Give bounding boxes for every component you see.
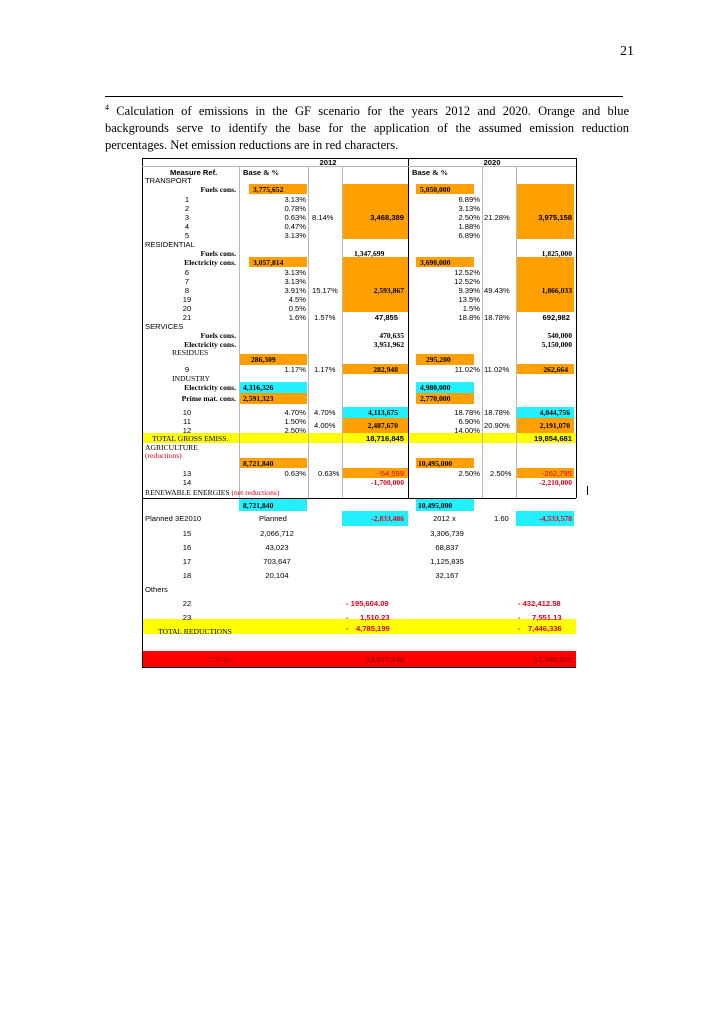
transport-ref-4: 4 [184, 222, 190, 231]
industry-prime-label: Prime mat. cons. [181, 394, 236, 403]
residues-total-pct-2012: 1.17% [314, 365, 336, 374]
residential-base-2020: 3,690,000 [420, 258, 451, 267]
transport-ref-3: 3 [184, 213, 190, 222]
residential-fuels-2020: 1,825,000 [541, 249, 572, 258]
page-number: 21 [620, 44, 634, 59]
renewable-sublabel: (net reductions) [231, 488, 280, 497]
footnote-text: Calculation of emissions in the GF scenario for the years 2012 and 2020. Orange and blue backgrounds serve to identify the base for the application of the assumed emission reduction percentages. Net emission reductions are in red characters. [105, 104, 630, 152]
residential-total-pct-2020: 49.43% [484, 286, 510, 295]
footnote [105, 103, 629, 154]
others-2012-23: 1,510.23 [360, 613, 390, 622]
agriculture-total-2012-13: -54,599 [378, 469, 404, 478]
transport-pct2020-4: 1.88% [458, 222, 480, 231]
residential-pct2020-7: 12.52% [454, 277, 480, 286]
residential-total-pct-2012: 15.17% [312, 286, 338, 295]
agriculture-pct2012-13: 0.63% [284, 469, 306, 478]
industry-ref-10: 10 [182, 408, 192, 417]
residential-pct2012-19: 4.5% [288, 295, 306, 304]
total-gross-2012: 18,716,845 [365, 434, 404, 443]
transport-total-pct-2020: 21.28% [484, 213, 510, 222]
base-header-2012 [243, 168, 279, 177]
planned-2020-16: 68,837 [435, 543, 459, 552]
planned-2012-16: 43,023 [265, 543, 289, 552]
total-reductions-2012: 4,785,199 [356, 624, 390, 633]
residues-ref-9: 9 [184, 365, 190, 374]
industry-pct2012-12: 2.50% [284, 426, 306, 435]
residential-ref-8: 8 [184, 286, 190, 295]
residential-row21-pct-2020: 18.78% [484, 313, 510, 322]
others-2020-23-sign: - [518, 613, 521, 622]
agriculture-sublabel: (reductions) [145, 451, 182, 460]
residential-base-2012: 3,057,814 [253, 258, 284, 267]
residues-total-2012: 282,948 [373, 365, 398, 374]
residues-base-2012: 286,309 [251, 355, 276, 364]
transport-ref-1: 1 [184, 195, 190, 204]
residential-pct2012-21: 1.6% [288, 313, 306, 322]
residential-row21-2012: 47,855 [374, 313, 398, 322]
others-ref-22: 22 [182, 599, 192, 608]
others-2020-22: - 432,412.58 [518, 599, 561, 608]
renewable-base-2020: 10,495,000 [418, 501, 453, 510]
planned-ref-18: 18 [182, 571, 192, 580]
services-fuels-2020: 540,000 [547, 331, 572, 340]
total-reductions-label: TOTAL REDUCTIONS [158, 627, 232, 636]
agriculture-base-2020: 10,495,000 [418, 459, 453, 468]
agriculture-base-2012: 8,721,840 [243, 459, 274, 468]
year-2020: 2020 [483, 158, 501, 167]
agriculture-total-2012-14: -1,700,000 [371, 478, 404, 487]
industry-pct2020-11: 6.90% [458, 417, 480, 426]
renewable-label [145, 488, 279, 497]
services-label: SERVICES [145, 322, 184, 331]
agriculture-ref-13: 13 [182, 469, 192, 478]
transport-base-2020: 5,050,000 [420, 185, 451, 194]
agriculture-ref-14: 14 [182, 478, 192, 487]
transport-ref-2: 2 [184, 204, 190, 213]
residential-pct2012-6: 3.13% [284, 268, 306, 277]
residential-ref-20: 20 [182, 304, 192, 313]
transport-pct2012-4: 0.47% [284, 222, 306, 231]
transport-label: TRANSPORT [145, 176, 192, 185]
industry-total-pct-2012-11-12: 4.00% [314, 421, 336, 430]
planned-2012-17: 703,647 [263, 557, 291, 566]
services-fuels-label: Fuels cons. [200, 331, 236, 340]
transport-ref-5: 5 [184, 231, 190, 240]
transport-pct2012-1: 3.13% [284, 195, 306, 204]
agriculture-pct2020-13: 2.50% [458, 469, 480, 478]
services-elec-2012: 3,951,962 [373, 340, 404, 349]
planned-col-2020: 2012 x [433, 514, 456, 523]
industry-elec-2012: 4,316,326 [243, 383, 274, 392]
industry-total-pct-2020-11-12: 20.90% [484, 421, 510, 430]
total-gross-label: TOTAL GROSS EMISS. [152, 434, 229, 443]
industry-prime-2012: 2,591,323 [243, 394, 274, 403]
industry-ref-12: 12 [182, 426, 192, 435]
footnote-marker: 4 [105, 102, 109, 112]
transport-pct2012-2: 0.78% [284, 204, 306, 213]
residential-pct2012-8: 3.91% [284, 286, 306, 295]
table-right-border [576, 158, 577, 498]
planned-2020-17: 1,125,835 [430, 557, 464, 566]
year-2012: 2012 [319, 158, 337, 167]
industry-total-2012-10: 4,113,675 [368, 408, 398, 417]
industry-pct2012-10: 4.70% [284, 408, 306, 417]
planned-ref-17: 17 [182, 557, 192, 566]
planned-ref-16: 16 [182, 543, 192, 552]
residential-total-2012-fill [342, 257, 408, 312]
agriculture-total-pct-2020: 2.50% [490, 469, 512, 478]
footnote-divider [105, 96, 623, 97]
others-2020-23: 7,551.13 [532, 613, 562, 622]
planned-factor-2020: 1.60 [494, 514, 509, 523]
residential-row21-pct-2012: 1.57% [314, 313, 336, 322]
transport-total-2012-fill [342, 184, 408, 239]
others-label: Others [145, 585, 168, 594]
transport-pct2012-5: 3.13% [284, 231, 306, 240]
col-divider-4 [482, 166, 483, 498]
renewable-base-2012: 8,721,840 [243, 501, 274, 510]
base-label-2020: Base [412, 168, 431, 177]
renewable-divider [142, 498, 576, 499]
transport-total-pct-2012: 8.14% [312, 213, 334, 222]
total-2020: 12,145,001 [533, 655, 572, 664]
residential-label: RESIDENTIAL [145, 240, 195, 249]
industry-total-pct-2020-10: 18.78% [484, 408, 510, 417]
residential-pct2020-6: 12.52% [454, 268, 480, 277]
residues-total-pct-2020: 11.02% [484, 365, 510, 374]
measure-ref-header: Measure Ref. [170, 168, 218, 177]
others-2012-22: - 195,604.09 [346, 599, 389, 608]
planned-2012-15: 2,066,712 [260, 529, 294, 538]
planned-2020-15: 3,306,739 [430, 529, 464, 538]
residential-elec-label: Electricity cons. [184, 258, 236, 267]
industry-pct2020-12: 14.00% [454, 426, 480, 435]
transport-fuels-label: Fuels cons. [200, 185, 236, 194]
margin-tick [587, 486, 588, 495]
industry-total-2020-10: 4,044,756 [539, 408, 570, 417]
residential-fuels-label: Fuels cons. [200, 249, 236, 258]
planned-2020-18: 32,167 [435, 571, 459, 580]
residential-ref-6: 6 [184, 268, 190, 277]
residential-pct2012-20: 0.5% [288, 304, 306, 313]
industry-elec-label: Electricity cons. [184, 383, 236, 392]
industry-total-2020-11-12: 2,191,070 [539, 421, 570, 430]
services-elec-2020: 5,150,000 [541, 340, 572, 349]
base-header-2020 [412, 168, 448, 177]
industry-pct2012-11: 1.50% [284, 417, 306, 426]
planned-2012-18: 20,104 [265, 571, 289, 580]
planned-value-2020: -4,533,578 [539, 514, 572, 523]
transport-total-2020: 3,975,158 [538, 213, 572, 222]
transport-total-2012: 3,468,389 [370, 213, 404, 222]
agriculture-total-pct-2012: 0.63% [318, 469, 340, 478]
industry-label: INDUSTRY [172, 374, 210, 383]
residential-ref-7: 7 [184, 277, 190, 286]
residues-total-2020: 262,664 [543, 365, 568, 374]
residues-pct2020-9: 11.02% [454, 365, 480, 374]
services-elec-label: Electricity cons. [184, 340, 236, 349]
others-2012-23-sign: - [346, 613, 349, 622]
transport-pct2020-2: 3.13% [458, 204, 480, 213]
base-label-2012: Base [243, 168, 262, 177]
services-fuels-2012: 470,635 [379, 331, 404, 340]
transport-pct2020-5: 6.89% [458, 231, 480, 240]
planned-ref-15: 15 [182, 529, 192, 538]
emissions-table [142, 158, 576, 667]
col-divider-2 [308, 166, 309, 498]
agriculture-total-2020-14: -2,210,000 [539, 478, 572, 487]
residential-ref-21: 21 [182, 313, 192, 322]
renewable-title: RENEWABLE ENERGIES [145, 488, 230, 497]
agriculture-total-2020-13: -262,795 [542, 469, 572, 478]
residential-row21-2020: 692,982 [542, 313, 570, 322]
others-ref-23: 23 [182, 613, 192, 622]
industry-elec-2020: 4,980,000 [420, 383, 451, 392]
residential-fuels-2012: 1,347,699 [354, 249, 385, 258]
year-divider [408, 158, 409, 498]
industry-prime-2020: 2,770,000 [420, 394, 451, 403]
transport-pct2012-3: 0.63% [284, 213, 306, 222]
col-divider-1 [239, 166, 240, 498]
total-2012: 13,877,046 [365, 655, 404, 664]
residential-total-2012: 2,593,867 [373, 286, 404, 295]
residential-pct2020-8: 9.39% [458, 286, 480, 295]
table-left-border [142, 158, 143, 667]
total-reductions-2020-sign: - [518, 624, 521, 633]
pct-label-2020: & % [432, 168, 449, 177]
residues-base-2020: 295,200 [426, 355, 451, 364]
industry-total-2012-11-12: 2,487,670 [367, 421, 398, 430]
planned-col-2012: Planned [259, 514, 287, 523]
total-gross-2020: 19,854,681 [533, 434, 572, 443]
total-reductions-2020: 7,446,336 [528, 624, 562, 633]
residential-pct2020-20: 1.5% [462, 304, 480, 313]
industry-total-pct-2012-10: 4.70% [314, 408, 336, 417]
industry-pct2020-10: 18.78% [454, 408, 480, 417]
residues-label: RESIDUES [172, 348, 209, 357]
table-bottom-border [142, 667, 576, 668]
transport-pct2020-3: 2.50% [458, 213, 480, 222]
total-reductions-2012-sign: - [346, 624, 349, 633]
residential-pct2020-19: 13.5% [458, 295, 480, 304]
agriculture-label: AGRICULTURE [145, 443, 198, 452]
transport-total-2020-fill [516, 184, 574, 239]
residential-pct2020-21: 18.8% [458, 313, 480, 322]
residential-ref-19: 19 [182, 295, 192, 304]
residential-total-2020: 1,866,033 [541, 286, 572, 295]
pct-label-2012: & % [263, 168, 280, 177]
residential-total-2020-fill [516, 257, 574, 312]
planned-label: Planned 3E2010 [145, 514, 202, 523]
transport-pct2020-1: 6.89% [458, 195, 480, 204]
total-label: TOTAL [208, 655, 233, 664]
industry-ref-11: 11 [183, 417, 191, 426]
planned-value-2012: -2,833,486 [371, 514, 404, 523]
residential-pct2012-7: 3.13% [284, 277, 306, 286]
residues-pct2012-9: 1.17% [284, 365, 306, 374]
transport-base-2012: 3,775,652 [253, 185, 284, 194]
